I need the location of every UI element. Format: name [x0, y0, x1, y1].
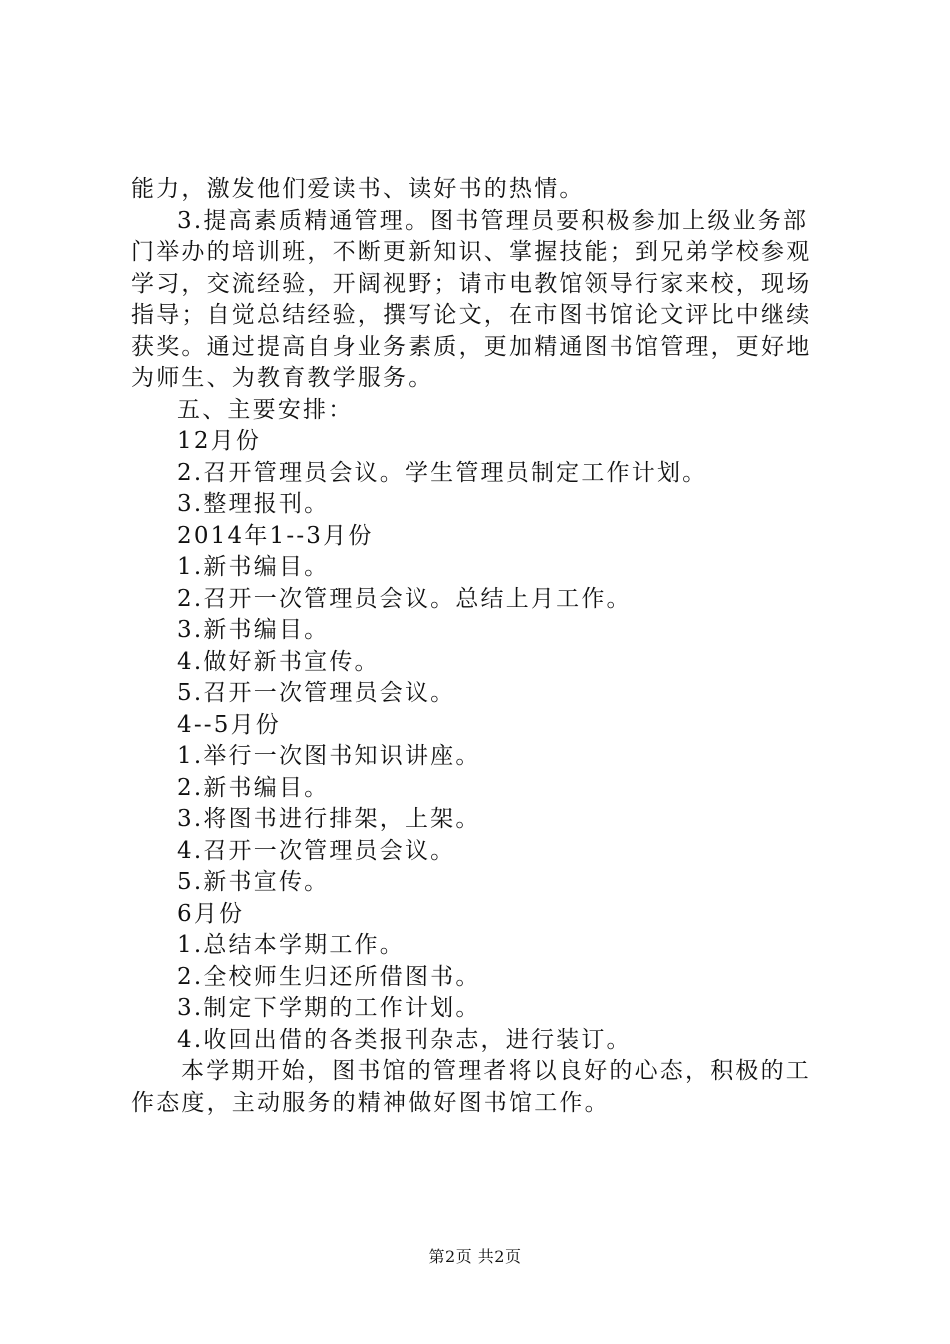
paragraph-line: 本学期开始，图书馆的管理者将以良好的心态，积极的工 — [181, 1058, 811, 1084]
list-item: 5.召开一次管理员会议。 — [177, 680, 456, 706]
list-item: 4.做好新书宣传。 — [177, 648, 380, 675]
list-item: 2.新书编目。 — [177, 774, 330, 801]
document-body — [131, 174, 831, 1119]
month-heading: 12月份 — [177, 428, 262, 454]
list-item: 2.全校师生归还所借图书。 — [177, 963, 481, 990]
paragraph-line: 作态度，主动服务的精神做好图书馆工作。 — [131, 1089, 610, 1116]
paragraph-line: 学习，交流经验，开阔视野；请市电教馆领导行家来校，现场 — [131, 270, 812, 297]
list-item: 3.制定下学期的工作计划。 — [177, 995, 481, 1021]
list-item: 4.召开一次管理员会议。 — [177, 837, 456, 864]
list-item: 1.总结本学期工作。 — [177, 932, 405, 958]
list-item: 2.召开管理员会议。学生管理员制定工作计划。 — [177, 459, 708, 486]
page-footer: 第2页 共2页 — [428, 1247, 522, 1266]
paragraph-line: 指导；自觉总结经验，撰写论文，在市图书馆论文评比中继续 — [131, 302, 812, 328]
list-item: 2.召开一次管理员会议。总结上月工作。 — [177, 585, 632, 612]
paragraph-line: 门举办的培训班，不断更新知识、掌握技能；到兄弟学校参观 — [131, 239, 812, 265]
list-item: 1.新书编目。 — [177, 554, 330, 580]
list-item: 5.新书宣传。 — [177, 869, 330, 895]
paragraph-line: 3.提高素质精通管理。图书管理员要积极参加上级业务部 — [177, 207, 809, 234]
paragraph-line: 获奖。通过提高自身业务素质，更加精通图书馆管理，更好地 — [131, 333, 812, 360]
section-heading: 五、主要安排： — [177, 396, 354, 423]
month-heading: 6月份 — [177, 900, 245, 927]
list-item: 3.将图书进行排架，上架。 — [177, 806, 481, 832]
paragraph-line: 为师生、为教育教学服务。 — [131, 365, 434, 391]
list-item: 4.收回出借的各类报刊杂志，进行装订。 — [177, 1026, 632, 1053]
month-heading: 2014年1--3月份 — [177, 522, 374, 549]
list-item: 3.整理报刊。 — [177, 491, 330, 517]
list-item: 3.新书编目。 — [177, 617, 330, 643]
list-item: 1.举行一次图书知识讲座。 — [177, 743, 481, 769]
paragraph-line: 能力，激发他们爱读书、读好书的热情。 — [131, 176, 585, 202]
month-heading: 4--5月份 — [177, 711, 282, 738]
